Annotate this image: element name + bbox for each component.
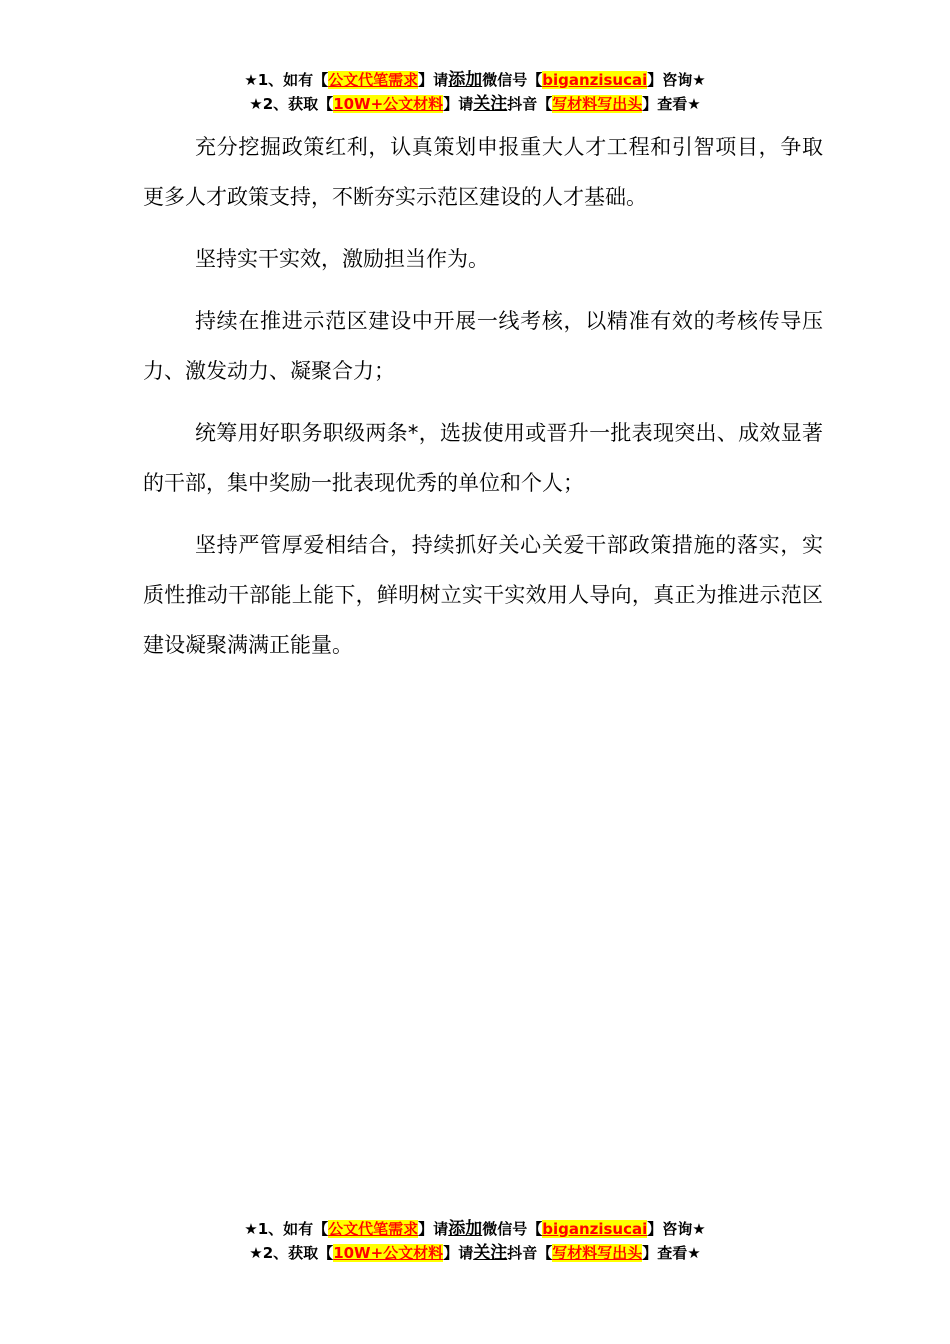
banner-text: ★1、如有【 xyxy=(244,71,329,89)
body-paragraph: 统筹用好职务职级两条*，选拔使用或晋升一批表现突出、成效显著的干部，集中奖励一批表现优秀的单位和个人； xyxy=(143,421,823,495)
banner-line-1 xyxy=(0,68,950,92)
banner-text: 】查看★ xyxy=(642,1244,701,1262)
banner-underline: 关注 xyxy=(473,94,508,114)
banner-line-2 xyxy=(0,1241,950,1265)
banner-highlight: 公文代笔需求 xyxy=(328,71,419,89)
banner-text: 】咨询★ xyxy=(647,1220,706,1238)
banner-text: 抖音【 xyxy=(507,1244,553,1262)
banner-underline: 添加 xyxy=(448,70,483,90)
banner-highlight: biganzisucai xyxy=(542,71,648,89)
banner-highlight: 10W+公文材料 xyxy=(333,95,444,113)
header-banner xyxy=(0,68,950,116)
banner-text: ★1、如有【 xyxy=(244,1220,329,1238)
banner-text: 】查看★ xyxy=(642,95,701,113)
banner-highlight: 10W+公文材料 xyxy=(333,1244,444,1262)
banner-text: 抖音【 xyxy=(507,95,553,113)
banner-highlight: biganzisucai xyxy=(542,1220,648,1238)
body-paragraph: 持续在推进示范区建设中开展一线考核，以精准有效的考核传导压力、激发动力、凝聚合力； xyxy=(143,309,823,383)
banner-text: 】请 xyxy=(418,1220,449,1238)
footer-banner xyxy=(0,1217,950,1265)
body-paragraph: 充分挖掘政策红利，认真策划申报重大人才工程和引智项目，争取更多人才政策支持，不断夯实示范区建设的人才基础。 xyxy=(143,135,823,209)
banner-underline: 添加 xyxy=(448,1219,483,1239)
document-body xyxy=(143,122,823,682)
banner-highlight: 公文代笔需求 xyxy=(328,1220,419,1238)
banner-text: 】请 xyxy=(443,95,474,113)
banner-text: 】咨询★ xyxy=(647,71,706,89)
banner-highlight: 写材料写出头 xyxy=(552,1244,643,1262)
banner-text: 微信号【 xyxy=(482,71,543,89)
banner-underline: 关注 xyxy=(473,1243,508,1263)
banner-text: 】请 xyxy=(443,1244,474,1262)
banner-text: ★2、获取【 xyxy=(249,95,334,113)
banner-text: ★2、获取【 xyxy=(249,1244,334,1262)
body-paragraph: 坚持实干实效，激励担当作为。 xyxy=(195,247,489,271)
banner-line-1 xyxy=(0,1217,950,1241)
banner-text: 】请 xyxy=(418,71,449,89)
banner-text: 微信号【 xyxy=(482,1220,543,1238)
banner-highlight: 写材料写出头 xyxy=(552,95,643,113)
banner-line-2 xyxy=(0,92,950,116)
body-paragraph: 坚持严管厚爱相结合，持续抓好关心关爱干部政策措施的落实，实质性推动干部能上能下，鲜明树立实干实效用人导向，真正为推进示范区建设凝聚满满正能量。 xyxy=(143,533,823,657)
